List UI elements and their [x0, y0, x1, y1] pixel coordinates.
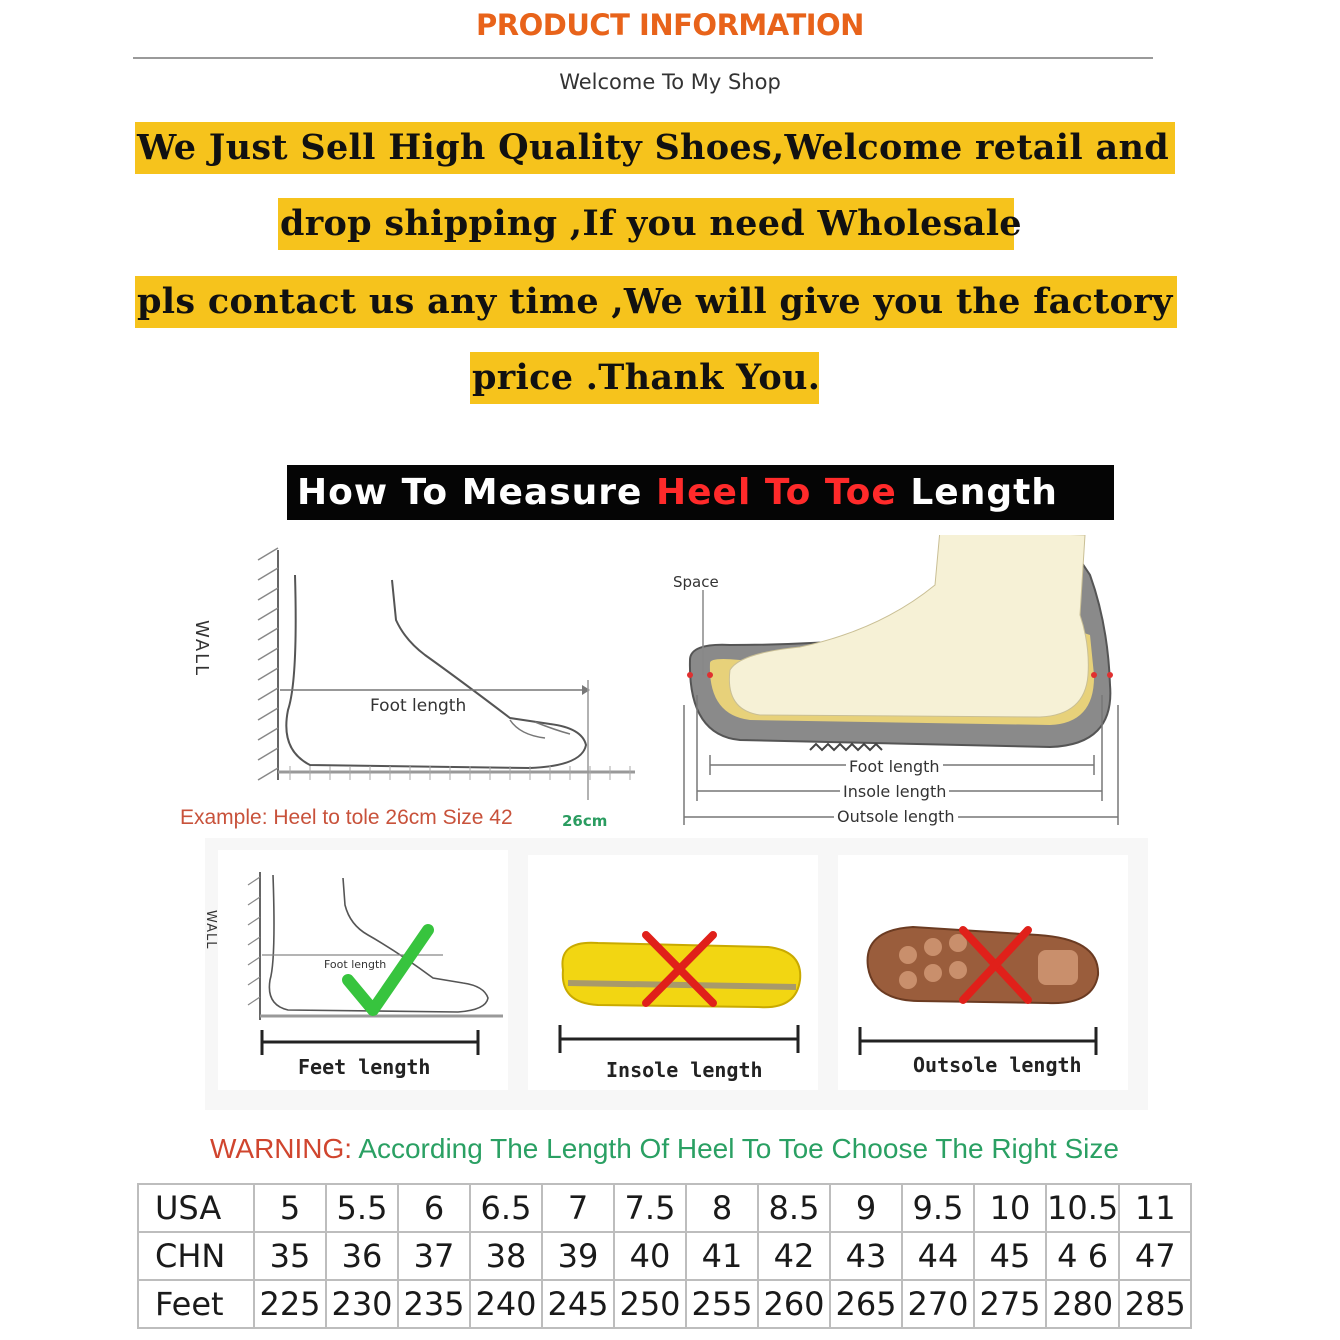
warning-text: According The Length Of Heel To Toe Choose The Right Size: [358, 1133, 1119, 1164]
table-cell: 280: [1046, 1280, 1119, 1328]
wall-label: WALL: [191, 620, 212, 678]
table-cell: 10.5: [1046, 1184, 1119, 1232]
notice-line-2: drop shipping ,If you need Wholesale: [278, 198, 1014, 250]
warning-label: WARNING:: [210, 1133, 353, 1164]
table-cell: 255: [686, 1280, 758, 1328]
table-cell: 7.5: [614, 1184, 686, 1232]
table-cell: 38: [470, 1232, 542, 1280]
table-cell: 11: [1119, 1184, 1191, 1232]
table-cell: 10: [974, 1184, 1046, 1232]
table-row-header: USA: [138, 1184, 254, 1232]
table-cell: 44: [902, 1232, 974, 1280]
table-cell: 285: [1119, 1280, 1191, 1328]
table-cell: 275: [974, 1280, 1046, 1328]
panel-outsole-length: [838, 855, 1128, 1090]
table-cell: 4 6: [1046, 1232, 1119, 1280]
panel-insole-length: [528, 855, 818, 1090]
panel-feet-length: [203, 850, 508, 1090]
table-cell: 6: [398, 1184, 470, 1232]
outsole-length-label: Outsole length: [913, 1053, 1082, 1077]
table-cell: 5.5: [326, 1184, 398, 1232]
table-row: [138, 1184, 1191, 1232]
table-cell: 9: [830, 1184, 902, 1232]
foot-measure-diagram: [210, 540, 650, 810]
table-cell: 45: [974, 1232, 1046, 1280]
table-cell: 39: [542, 1232, 614, 1280]
insole-length-label: Insole length: [606, 1058, 763, 1082]
size-warning: [210, 1133, 1119, 1165]
table-cell: 35: [254, 1232, 326, 1280]
notice-line-3: pls contact us any time ,We will give you the factory: [135, 276, 1177, 328]
notice-line-1: We Just Sell High Quality Shoes,Welcome retail and: [135, 122, 1175, 174]
insole-diagram: [528, 855, 818, 1090]
feet-length-label: Feet length: [298, 1055, 431, 1079]
size-chart-table: [137, 1183, 1192, 1329]
example-text: Example: Heel to tole 26cm Size 42: [180, 806, 513, 829]
table-cell: 225: [254, 1280, 326, 1328]
table-cell: 42: [758, 1232, 830, 1280]
table-row: [138, 1280, 1191, 1328]
panel-foot-length-label: Foot length: [324, 958, 387, 971]
table-row-header: Feet: [138, 1280, 254, 1328]
page-title: PRODUCT INFORMATION: [476, 8, 864, 42]
page-subtitle: Welcome To My Shop: [559, 70, 781, 94]
space-label: Space: [673, 573, 719, 591]
measure-26cm: 26cm: [562, 812, 608, 830]
banner-text-1: How To Measure: [297, 472, 656, 513]
table-cell: 40: [614, 1232, 686, 1280]
table-cell: 47: [1119, 1232, 1191, 1280]
table-cell: 41: [686, 1232, 758, 1280]
shoe-outsole-length-label: Outsole length: [834, 807, 958, 826]
banner-text-3: Length: [896, 472, 1058, 513]
table-cell: 8.5: [758, 1184, 830, 1232]
table-cell: 8: [686, 1184, 758, 1232]
table-cell: 270: [902, 1280, 974, 1328]
shoe-foot-length-label: Foot length: [846, 757, 943, 776]
table-cell: 260: [758, 1280, 830, 1328]
header-divider: [133, 57, 1153, 59]
foot-length-label: Foot length: [370, 696, 467, 716]
table-cell: 265: [830, 1280, 902, 1328]
table-cell: 5: [254, 1184, 326, 1232]
measure-banner: [287, 465, 1114, 520]
table-cell: 7: [542, 1184, 614, 1232]
shoe-insole-length-label: Insole length: [840, 782, 949, 801]
banner-text-highlight: Heel To Toe: [656, 472, 897, 513]
table-cell: 6.5: [470, 1184, 542, 1232]
table-cell: 9.5: [902, 1184, 974, 1232]
table-cell: 43: [830, 1232, 902, 1280]
table-cell: 245: [542, 1280, 614, 1328]
panel-wall-label: WALL: [203, 910, 218, 950]
table-cell: 250: [614, 1280, 686, 1328]
notice-line-4: price .Thank You.: [470, 352, 819, 404]
table-row-header: CHN: [138, 1232, 254, 1280]
table-row: [138, 1232, 1191, 1280]
table-cell: 235: [398, 1280, 470, 1328]
table-cell: 230: [326, 1280, 398, 1328]
table-cell: 37: [398, 1232, 470, 1280]
table-cell: 240: [470, 1280, 542, 1328]
table-cell: 36: [326, 1232, 398, 1280]
